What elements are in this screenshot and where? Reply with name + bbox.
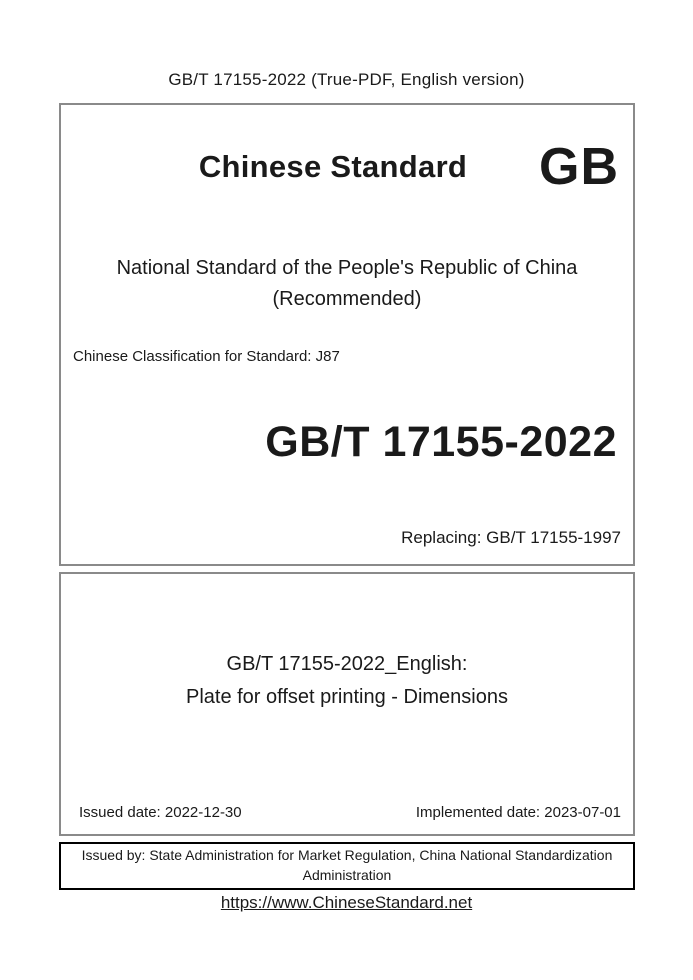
brand-title: Chinese Standard [198,149,468,184]
standard-number: GB/T 17155-2022 [265,418,617,466]
english-title-line2: Plate for offset printing - Dimensions [185,686,508,708]
issued-date: Issued date: 2022-12-30 [79,804,242,821]
replacing-note: Replacing: GB/T 17155-1997 [401,528,621,547]
national-standard-subtitle [61,253,633,315]
document-header-title: GB/T 17155-2022 (True-PDF, English version) [168,70,525,89]
issued-by-line2: Administration [302,867,392,883]
website-link[interactable]: https://www.ChineseStandard.net [220,893,473,912]
english-title [61,648,633,714]
issuer-box [59,842,635,890]
implemented-date: Implemented date: 2023-07-01 [415,804,621,821]
subtitle-line-recommended: (Recommended) [272,288,422,310]
classification-code: Chinese Classification for Standard: J87 [73,348,340,365]
english-title-line1: GB/T 17155-2022_English: [226,653,468,675]
issued-by-line1: Issued by: State Administration for Market Regulation, China National Standardization [81,847,613,864]
document-footer [0,893,693,913]
dates-row [79,804,621,821]
gb-logo: GB [539,138,619,196]
english-title-box [59,572,635,836]
subtitle-line-national: National Standard of the People's Republic of China [116,257,578,279]
cover-box [59,103,635,566]
